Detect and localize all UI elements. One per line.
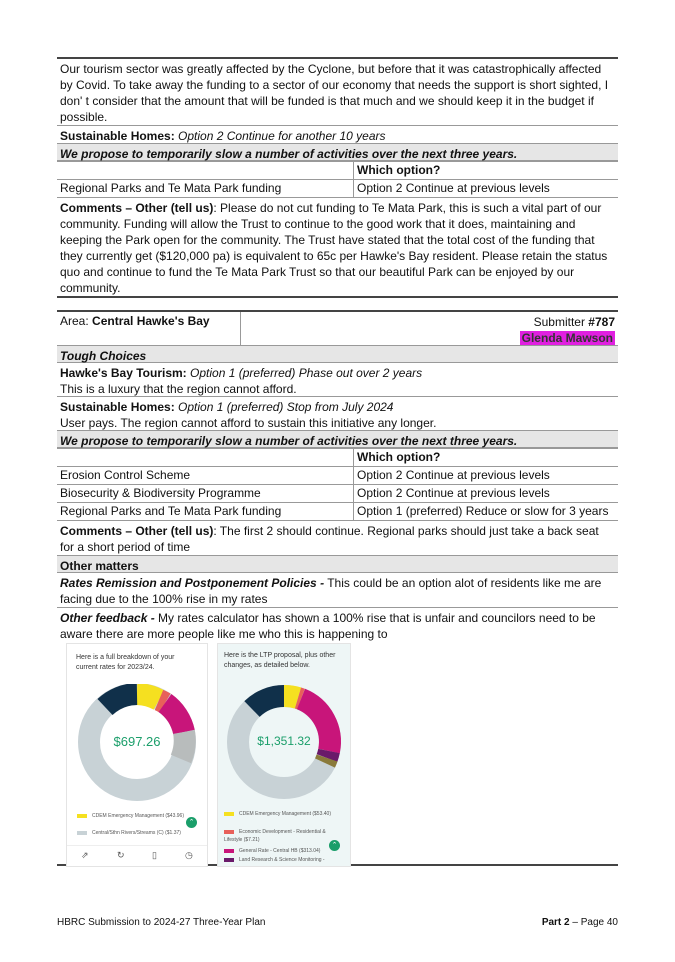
homes-label: Sustainable Homes: xyxy=(60,129,175,143)
rates-total: $697.26 xyxy=(113,734,161,749)
rates-screenshot-current xyxy=(66,643,208,867)
tourism-comment: Our tourism sector was greatly affected by the Cyclone, but before that it was catastrophically affected by Covid. To take away the funding to a sector of our economy that needs the support is short sighted, I don' t consider that the amount that will be funded is that much and we should keep it in the budget if possible. xyxy=(57,59,618,126)
table-row xyxy=(57,467,618,485)
slow-activities-header: We propose to temporarily slow a number of activities over the next three years. xyxy=(57,144,618,161)
submitter-number: #787 xyxy=(588,315,615,329)
homes-row xyxy=(57,397,618,431)
area-header xyxy=(57,312,618,346)
option-cell: Option 2 Continue at previous levels xyxy=(354,467,619,485)
comments-label: Comments – Other (tell us) xyxy=(60,524,214,538)
which-option-header: Which option? xyxy=(354,449,619,467)
screenshot-caption: Here is a full breakdown of your current rates for 2023/24. xyxy=(76,654,175,671)
footer-part: Part 2 xyxy=(541,917,570,928)
donut-segment xyxy=(252,696,284,709)
reload-icon[interactable]: ↻ xyxy=(117,850,125,860)
legend-item: General Rate - Central HB ($313.04) xyxy=(224,847,344,855)
legend-item: CDEM Emergency Management ($53.40) xyxy=(224,810,344,818)
activity-cell: Regional Parks and Te Mata Park funding xyxy=(57,503,354,521)
legend-item: Economic Development - Residential & Lifestyle ($7.21) xyxy=(224,829,326,843)
donut-segment xyxy=(284,696,298,698)
tourism-comment: This is a luxury that the region cannot afford. xyxy=(60,382,297,396)
area-value: Central Hawke's Bay xyxy=(92,314,210,328)
comments-label: Comments – Other (tell us) xyxy=(60,201,214,215)
donut-segment xyxy=(137,694,159,700)
table-header-row xyxy=(57,449,618,467)
activity-cell: Erosion Control Scheme xyxy=(57,467,354,485)
comments-other xyxy=(57,198,618,298)
homes-comment: User pays. The region cannot afford to sustain this initiative any longer. xyxy=(60,416,437,430)
submitter-cell xyxy=(520,314,615,346)
browser-nav-bar xyxy=(67,845,207,866)
share-icon[interactable]: ⇗ xyxy=(81,850,89,860)
comments-other xyxy=(57,521,618,556)
scroll-up-icon[interactable]: ⌃ xyxy=(186,817,197,828)
area-label: Area: xyxy=(60,314,89,328)
option-cell: Option 2 Continue at previous levels xyxy=(354,180,619,198)
donut-segment xyxy=(165,703,184,732)
donut-segment xyxy=(298,698,301,699)
activities-table-1 xyxy=(57,161,618,198)
homes-value: Option 1 (preferred) Stop from July 2024 xyxy=(178,400,394,414)
donut-segment xyxy=(105,694,137,707)
table-row xyxy=(57,503,618,521)
table-row xyxy=(57,180,618,198)
rates-screenshot-proposed xyxy=(217,643,351,867)
tourism-row xyxy=(57,363,618,397)
area-cell xyxy=(57,312,241,345)
comments-text: : Please do not cut funding to Te Mata Park, this is such a vital part of our community. Funding will allow the Trust to continue to the good work that it does, maintaining and keeping the Park open for the community. The Trust have stated that the total cost of the funding that they currently get ($120,000 pa) is equivalent to 65c per Hawke's Bay resident. Please retain the status quo and continue to fund the Te Mata Park Trust so that our beautiful Park can be enjoyed by our community. xyxy=(60,201,608,295)
donut-chart-current xyxy=(67,684,207,824)
rates-label: Rates Remission and Postponement Policies - xyxy=(60,576,325,590)
footer-right xyxy=(542,917,618,928)
donut-chart-proposed xyxy=(218,684,350,824)
table-row xyxy=(57,485,618,503)
donut-segment xyxy=(327,751,329,758)
screenshot-caption: Here is the LTP proposal, plus other changes, as detailed below. xyxy=(224,652,336,669)
feedback-label: Other feedback - xyxy=(60,611,155,625)
comments-text: : The first 2 should continue. Regional parks should just take a back seat for a short period of time xyxy=(60,524,599,554)
donut-segment xyxy=(159,700,165,703)
tourism-value: Option 1 (preferred) Phase out over 2 years xyxy=(190,366,423,380)
scroll-up-icon[interactable]: ⌃ xyxy=(329,840,340,851)
feedback-text: My rates calculator has shown a 100% rise that is unfair and councilors need to be aware there are more people like me who this is happening to xyxy=(60,611,596,641)
activity-cell: Regional Parks and Te Mata Park funding xyxy=(57,180,354,198)
other-matters-header: Other matters xyxy=(57,556,618,573)
legend-item: CDEM Emergency Management ($43.96) xyxy=(77,812,187,820)
legend-item: Land Research & Science Monitoring - xyxy=(224,856,344,864)
activity-cell: Biosecurity & Biodiversity Programme xyxy=(57,485,354,503)
rates-text: This could be an option alot of residents like me are facing due to the 100% rise in my rates xyxy=(60,576,602,606)
submission-block-1 xyxy=(57,57,618,298)
footer-left: HBRC Submission to 2024-27 Three-Year Plan xyxy=(57,917,266,928)
option-cell: Option 1 (preferred) Reduce or slow for 3 years xyxy=(354,503,619,521)
history-icon[interactable]: ◷ xyxy=(185,850,193,860)
activities-table-2 xyxy=(57,448,618,521)
which-option-header: Which option? xyxy=(354,162,619,180)
homes-row xyxy=(57,126,618,144)
tourism-label: Hawke's Bay Tourism: xyxy=(60,366,187,380)
option-cell: Option 2 Continue at previous levels xyxy=(354,485,619,503)
rates-remission-row xyxy=(57,573,618,608)
table-header-row xyxy=(57,162,618,180)
legend-item: Central/Sthn Rivers/Streams (C) ($1.37) xyxy=(77,829,197,837)
homes-label: Sustainable Homes: xyxy=(60,400,175,414)
submitter-name: Glenda Mawson xyxy=(521,331,613,345)
slow-activities-header: We propose to temporarily slow a number of activities over the next three years. xyxy=(57,431,618,448)
donut-segment xyxy=(325,758,327,763)
rates-total: $1,351.32 xyxy=(257,734,311,748)
submitter-label: Submitter xyxy=(533,315,585,329)
footer-page: – Page 40 xyxy=(572,917,618,928)
bookmark-icon[interactable]: ▯ xyxy=(152,850,157,860)
homes-value: Option 2 Continue for another 10 years xyxy=(178,129,386,143)
tough-choices-header: Tough Choices xyxy=(57,346,618,363)
